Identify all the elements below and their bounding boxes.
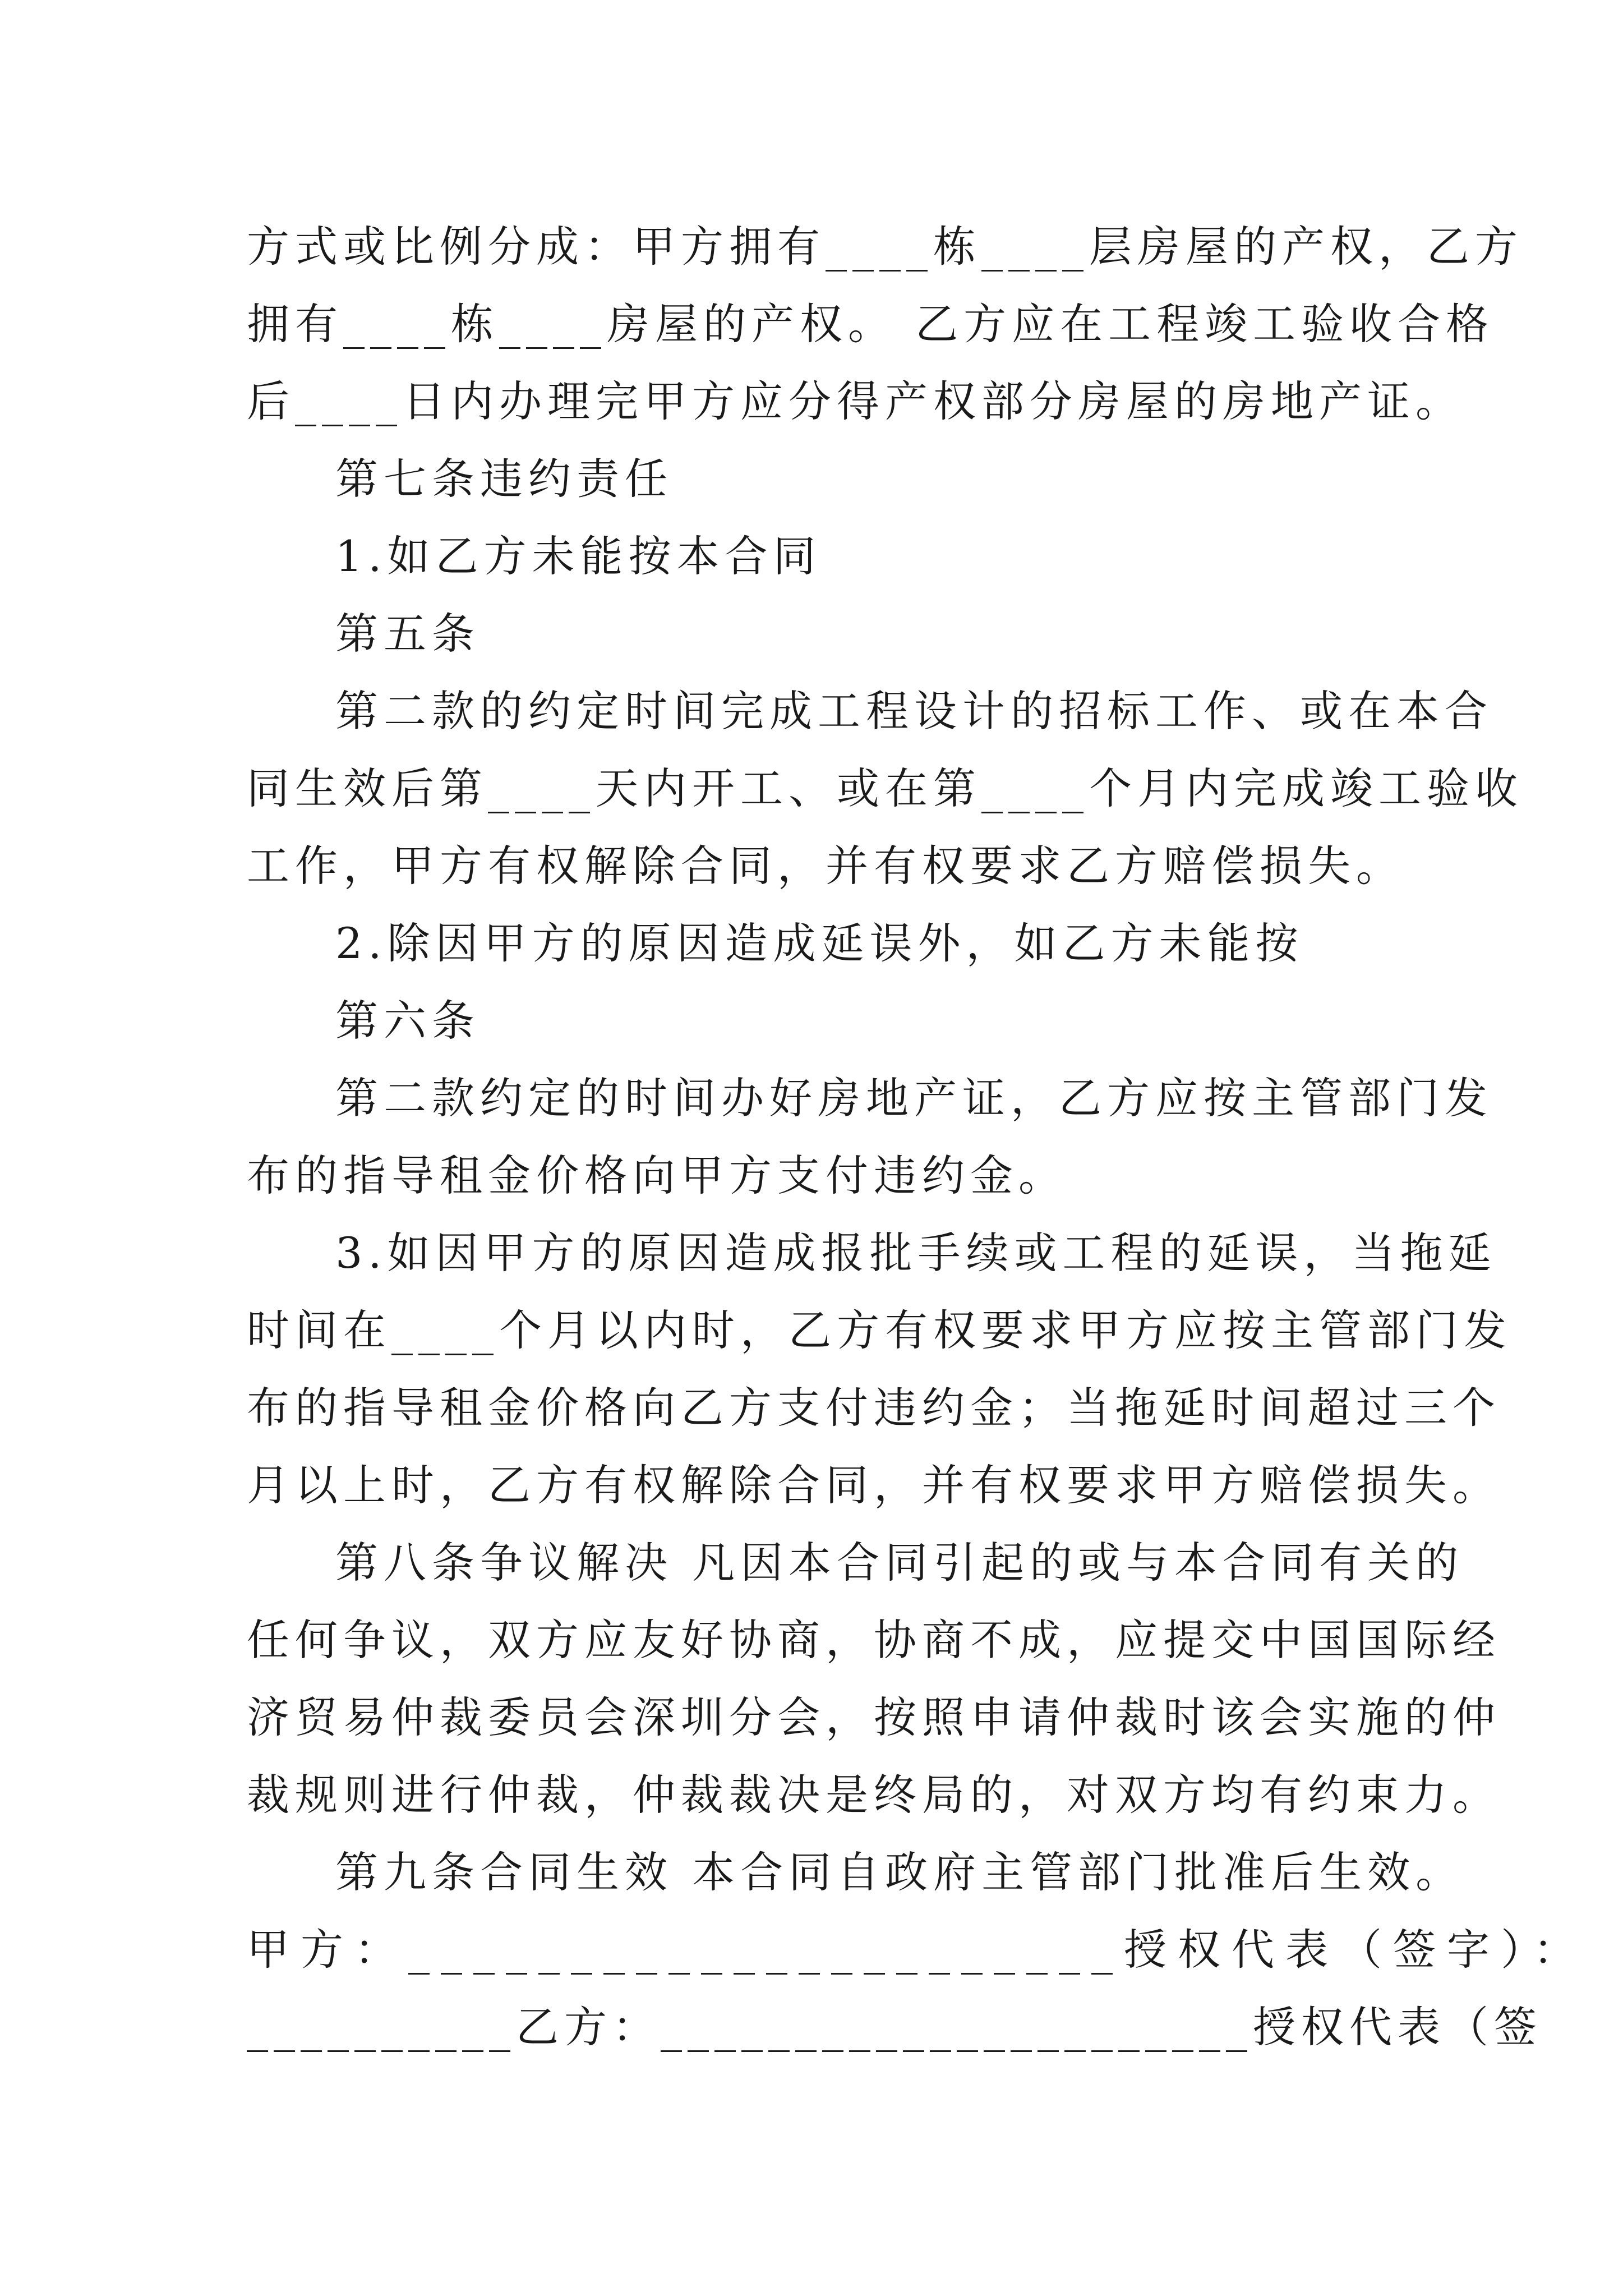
paragraph-line: 拥有____栋____房屋的产权。 乙方应在工程竣工验收合格 [247,299,1495,349]
paragraph-line: 2.除因甲方的原因造成延误外，如乙方未能按 [335,918,1304,968]
paragraph-line: 月以上时，乙方有权解除合同，并有权要求甲方赔偿损失。 [247,1460,1501,1510]
paragraph-line: 1.如乙方未能按本合同 [335,531,822,581]
article-heading: 第九条合同生效 本合同自政府主管部门批准后生效。 [335,1847,1464,1897]
paragraph-line: 工作，甲方有权解除合同，并有权要求乙方赔偿损失。 [247,841,1404,891]
paragraph-line: 同生效后第____天内开工、或在第____个月内完成竣工验收 [247,763,1523,813]
paragraph-line: 第五条 [335,609,480,659]
paragraph-line: 第二款约定的时间办好房地产证，乙方应按主管部门发 [335,1073,1493,1123]
article-heading: 第八条争议解决 凡因本合同引起的或与本合同有关的 [335,1538,1464,1588]
paragraph-line: 布的指导租金价格向乙方支付违约金；当拖延时间超过三个 [247,1383,1501,1433]
article-heading: 第七条违约责任 [335,454,673,504]
paragraph-line: 布的指导租金价格向甲方支付违约金。 [247,1151,1067,1200]
paragraph-line: 时间在____个月以内时，乙方有权要求甲方应按主管部门发 [247,1305,1512,1355]
paragraph-line: 后____日内办理完甲方应分得产权部分房屋的房地产证。 [247,376,1464,426]
paragraph-line: 方式或比例分成：甲方拥有____栋____层房屋的产权，乙方 [247,222,1523,272]
paragraph-line: 第二款的约定时间完成工程设计的招标工作、或在本合 [335,686,1493,736]
paragraph-line: 裁规则进行仲裁，仲裁裁决是终局的，对双方均有约束力。 [247,1770,1501,1820]
paragraph-line: 第六条 [335,996,480,1046]
paragraph-line: 济贸易仲裁委员会深圳分会，按照申请仲裁时该会实施的仲 [247,1692,1501,1742]
paragraph-line: 任何争议，双方应友好协商，协商不成，应提交中国国际经 [247,1615,1501,1665]
signature-line-party-b: __________乙方：______________________授权代表（签 [247,2002,1542,2052]
signature-line-party-a: 甲方：______________________授权代表（签字）： [247,1925,1587,1975]
paragraph-line: 3.如因甲方的原因造成报批手续或工程的延误，当拖延 [335,1228,1497,1278]
